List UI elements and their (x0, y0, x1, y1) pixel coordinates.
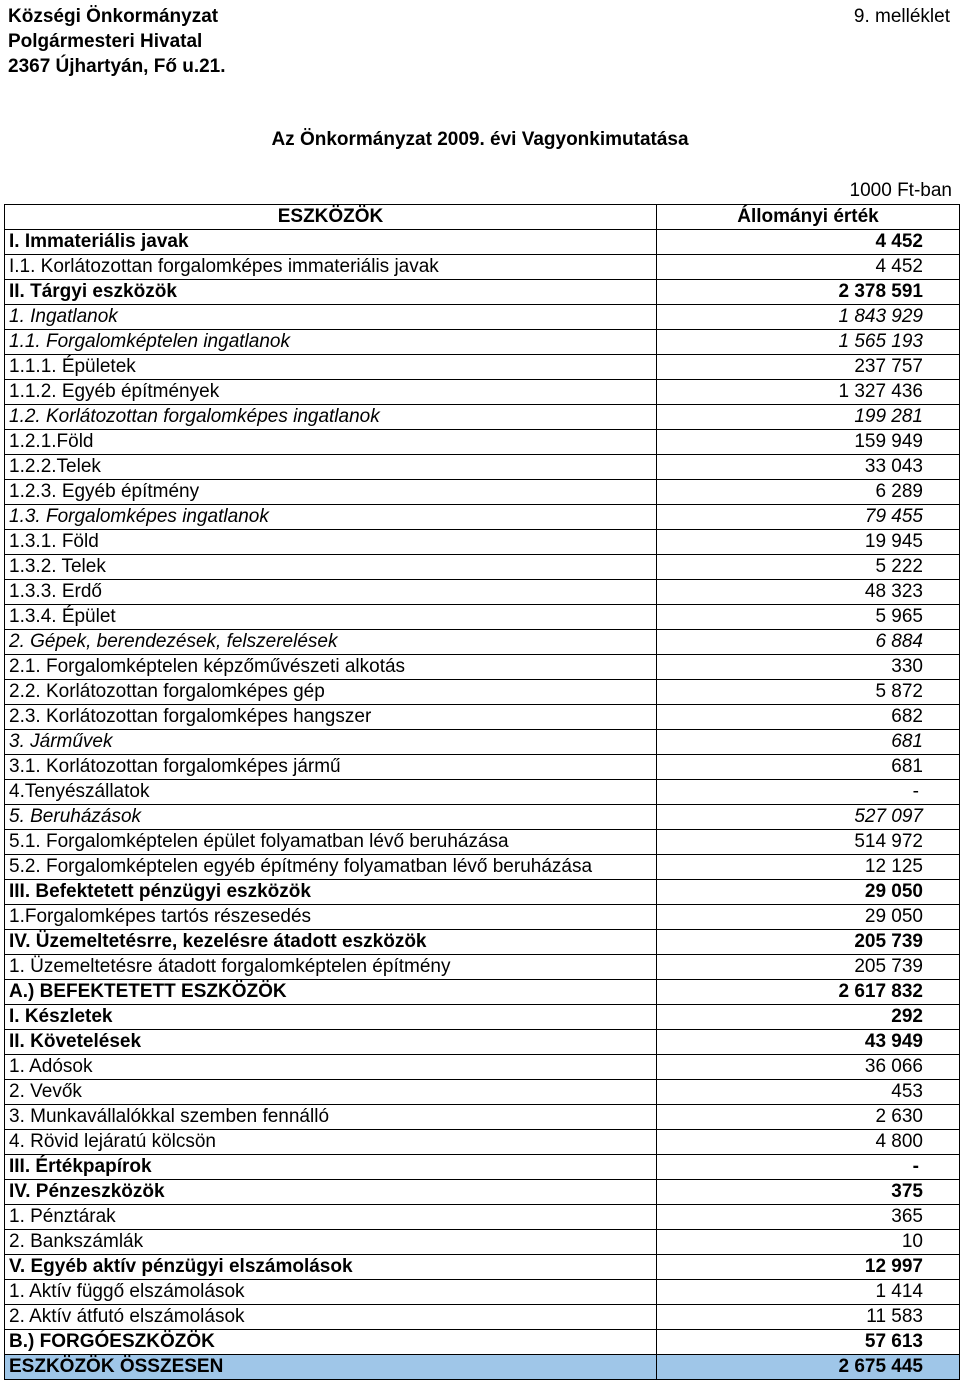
issuer-office: Polgármesteri Hivatal (8, 31, 203, 52)
row-value: 36 066 (657, 1055, 960, 1080)
row-value: - (657, 780, 960, 805)
row-value: 159 949 (657, 430, 960, 455)
row-value: 4 452 (657, 230, 960, 255)
table-row (5, 1305, 960, 1330)
table-row (5, 1105, 960, 1130)
table-row (5, 1030, 960, 1055)
row-label: I.1. Korlátozottan forgalomképes immateriális javak (5, 255, 657, 280)
row-label: 2. Aktív átfutó elszámolások (5, 1305, 657, 1330)
row-value: 330 (657, 655, 960, 680)
row-value: - (657, 1155, 960, 1180)
issuer-address: 2367 Újhartyán, Fő u.21. (8, 56, 226, 77)
table-row (5, 630, 960, 655)
row-value: 48 323 (657, 580, 960, 605)
asset-table (4, 204, 960, 1380)
row-value: 12 125 (657, 855, 960, 880)
table-row (5, 880, 960, 905)
table-row (5, 980, 960, 1005)
row-value: 2 675 445 (657, 1355, 960, 1380)
table-row (5, 855, 960, 880)
row-value: 205 739 (657, 930, 960, 955)
table-row (5, 255, 960, 280)
row-label: 1.1.2. Egyéb építmények (5, 380, 657, 405)
issuer-block (8, 4, 226, 79)
table-row (5, 1180, 960, 1205)
row-label: 2.2. Korlátozottan forgalomképes gép (5, 680, 657, 705)
row-value: 12 997 (657, 1255, 960, 1280)
row-value: 205 739 (657, 955, 960, 980)
row-label: 1. Aktív függő elszámolások (5, 1280, 657, 1305)
row-label: 1. Adósok (5, 1055, 657, 1080)
issuer-name: Községi Önkormányzat (8, 6, 219, 27)
row-value: 43 949 (657, 1030, 960, 1055)
table-row (5, 1205, 960, 1230)
row-label: 1.2. Korlátozottan forgalomképes ingatlanok (5, 405, 657, 430)
row-value: 4 452 (657, 255, 960, 280)
row-label: 3. Munkavállalókkal szemben fennálló (5, 1105, 657, 1130)
row-value: 453 (657, 1080, 960, 1105)
row-value: 1 414 (657, 1280, 960, 1305)
table-row (5, 905, 960, 930)
table-row (5, 1130, 960, 1155)
row-label: II. Tárgyi eszközök (5, 280, 657, 305)
table-row (5, 555, 960, 580)
row-label: 1.2.3. Egyéb építmény (5, 480, 657, 505)
table-row (5, 655, 960, 680)
row-label: 1.3.1. Föld (5, 530, 657, 555)
row-label: 1. Ingatlanok (5, 305, 657, 330)
row-value: 292 (657, 1005, 960, 1030)
row-value: 681 (657, 730, 960, 755)
row-value: 33 043 (657, 455, 960, 480)
table-row (5, 1330, 960, 1355)
table-row (5, 455, 960, 480)
row-label: 1.2.2.Telek (5, 455, 657, 480)
table-row (5, 280, 960, 305)
row-label: ESZKÖZÖK ÖSSZESEN (5, 1355, 657, 1380)
row-value: 5 872 (657, 680, 960, 705)
table-row (5, 330, 960, 355)
table-row (5, 755, 960, 780)
table-row (5, 230, 960, 255)
row-label: II. Követelések (5, 1030, 657, 1055)
table-row (5, 1280, 960, 1305)
row-value: 10 (657, 1230, 960, 1255)
row-label: 1.Forgalomképes tartós részesedés (5, 905, 657, 930)
table-row (5, 380, 960, 405)
row-label: B.) FORGÓESZKÖZÖK (5, 1330, 657, 1355)
row-label: III. Értékpapírok (5, 1155, 657, 1180)
row-label: IV. Pénzeszközök (5, 1180, 657, 1205)
table-row (5, 1055, 960, 1080)
row-label: 1.1. Forgalomképtelen ingatlanok (5, 330, 657, 355)
table-row (5, 830, 960, 855)
row-label: 2. Vevők (5, 1080, 657, 1105)
row-label: 1. Pénztárak (5, 1205, 657, 1230)
unit-label: 1000 Ft-ban (849, 180, 952, 201)
row-value: 375 (657, 1180, 960, 1205)
row-label: 1.3. Forgalomképes ingatlanok (5, 505, 657, 530)
table-header-row (5, 205, 960, 230)
row-label: 4.Tenyészállatok (5, 780, 657, 805)
table-row (5, 505, 960, 530)
table-row (5, 530, 960, 555)
table-row (5, 430, 960, 455)
row-label: 2. Gépek, berendezések, felszerelések (5, 630, 657, 655)
row-label: 3. Járművek (5, 730, 657, 755)
table-row (5, 605, 960, 630)
row-label: IV. Üzemeltetésrre, kezelésre átadott eszközök (5, 930, 657, 955)
row-value: 29 050 (657, 905, 960, 930)
row-value: 682 (657, 705, 960, 730)
row-value: 681 (657, 755, 960, 780)
table-row (5, 1155, 960, 1180)
column-header-value: Állományi érték (657, 205, 960, 230)
table-row (5, 405, 960, 430)
table-row (5, 730, 960, 755)
table-row (5, 1080, 960, 1105)
row-value: 1 843 929 (657, 305, 960, 330)
row-label: 1.1.1. Épületek (5, 355, 657, 380)
table-body (5, 230, 960, 1380)
row-value: 5 222 (657, 555, 960, 580)
row-value: 2 617 832 (657, 980, 960, 1005)
row-value: 1 327 436 (657, 380, 960, 405)
table-row (5, 305, 960, 330)
table-row (5, 580, 960, 605)
annex-label: 9. melléklet (853, 6, 950, 27)
row-label: 1.3.2. Telek (5, 555, 657, 580)
row-value: 11 583 (657, 1305, 960, 1330)
row-value: 5 965 (657, 605, 960, 630)
table-row (5, 805, 960, 830)
row-label: 1.3.4. Épület (5, 605, 657, 630)
row-value: 79 455 (657, 505, 960, 530)
row-value: 6 289 (657, 480, 960, 505)
row-label: I. Immateriális javak (5, 230, 657, 255)
row-value: 527 097 (657, 805, 960, 830)
row-value: 4 800 (657, 1130, 960, 1155)
row-value: 2 378 591 (657, 280, 960, 305)
row-label: 2.3. Korlátozottan forgalomképes hangszer (5, 705, 657, 730)
row-value: 2 630 (657, 1105, 960, 1130)
table-row (5, 480, 960, 505)
row-label: 4. Rövid lejáratú kölcsön (5, 1130, 657, 1155)
table-row (5, 780, 960, 805)
table-row (5, 1230, 960, 1255)
document-title: Az Önkormányzat 2009. évi Vagyonkimutatása (271, 129, 689, 150)
row-value: 365 (657, 1205, 960, 1230)
table-row (5, 680, 960, 705)
table-row (5, 955, 960, 980)
column-header-assets: ESZKÖZÖK (5, 205, 657, 230)
row-label: 5.1. Forgalomképtelen épület folyamatban lévő beruházása (5, 830, 657, 855)
row-label: I. Készletek (5, 1005, 657, 1030)
row-value: 199 281 (657, 405, 960, 430)
row-value: 19 945 (657, 530, 960, 555)
row-value: 1 565 193 (657, 330, 960, 355)
row-label: 2.1. Forgalomképtelen képzőművészeti alkotás (5, 655, 657, 680)
row-label: III. Befektetett pénzügyi eszközök (5, 880, 657, 905)
row-label: 1. Üzemeltetésre átadott forgalomképtelen építmény (5, 955, 657, 980)
row-label: 2. Bankszámlák (5, 1230, 657, 1255)
table-row (5, 1005, 960, 1030)
row-value: 6 884 (657, 630, 960, 655)
row-value: 29 050 (657, 880, 960, 905)
row-label: 1.3.3. Erdő (5, 580, 657, 605)
row-label: 1.2.1.Föld (5, 430, 657, 455)
row-label: 5.2. Forgalomképtelen egyéb építmény folyamatban lévő beruházása (5, 855, 657, 880)
table-row (5, 1355, 960, 1380)
row-label: A.) BEFEKTETETT ESZKÖZÖK (5, 980, 657, 1005)
table-row (5, 355, 960, 380)
table-row (5, 930, 960, 955)
row-label: 3.1. Korlátozottan forgalomképes jármű (5, 755, 657, 780)
table-row (5, 705, 960, 730)
row-value: 237 757 (657, 355, 960, 380)
table-row (5, 1255, 960, 1280)
row-label: V. Egyéb aktív pénzügyi elszámolások (5, 1255, 657, 1280)
row-label: 5. Beruházások (5, 805, 657, 830)
row-value: 514 972 (657, 830, 960, 855)
row-value: 57 613 (657, 1330, 960, 1355)
